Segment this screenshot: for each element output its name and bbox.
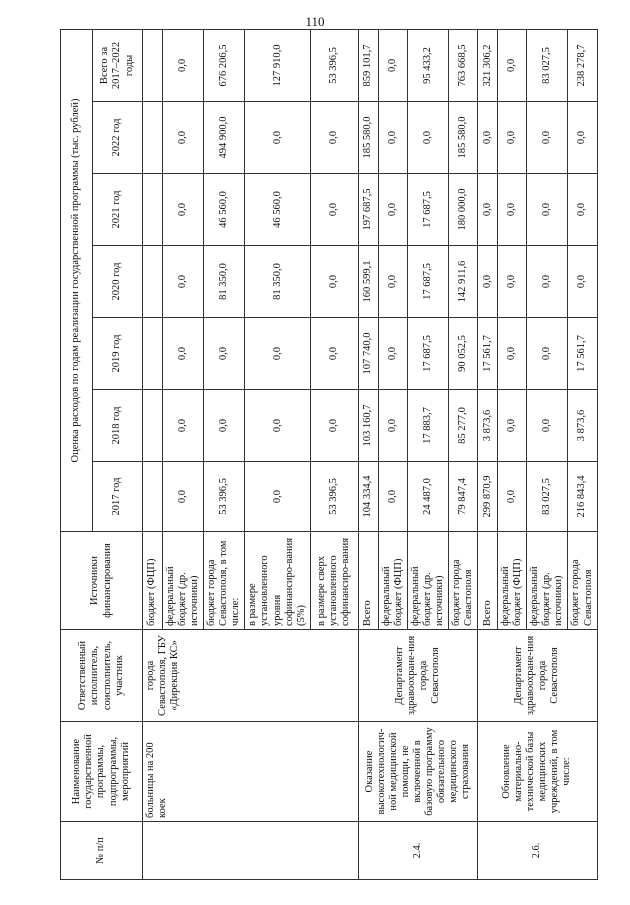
cell-source: в размере установленного уровня софинансиро-вания (5%) xyxy=(245,532,310,630)
cell-value: 83 027,5 xyxy=(527,462,568,532)
cell-value: 676 206,5 xyxy=(204,29,245,101)
cell-value: 0,0 xyxy=(245,102,310,174)
cell-value: 494 900,0 xyxy=(204,102,245,174)
cell-value: 321 306,2 xyxy=(478,29,498,101)
cell-value: 0,0 xyxy=(478,102,498,174)
header-executor: Ответственный исполнитель, соисполнитель, участник xyxy=(61,630,143,722)
cell-value: 859 101,7 xyxy=(358,29,378,101)
cell-value: 0,0 xyxy=(378,29,407,101)
cell-value: 0,0 xyxy=(498,29,527,101)
cell-value: 127 910,0 xyxy=(245,29,310,101)
cell-value: 17 687,5 xyxy=(407,318,448,390)
cell-value: 0,0 xyxy=(245,390,310,462)
cell-value: 0,0 xyxy=(527,174,568,246)
cell-source: федеральный бюджет (др. источники) xyxy=(527,532,568,630)
cell-value: 85 277,0 xyxy=(449,390,478,462)
cell-source: федеральный бюджет (ФЦП) xyxy=(498,532,527,630)
cell-value xyxy=(143,318,163,390)
cell-value: 17 883,7 xyxy=(407,390,448,462)
cell-value: 763 668,5 xyxy=(449,29,478,101)
cell-value: 17 561,7 xyxy=(568,318,597,390)
cell-value: 0,0 xyxy=(498,246,527,318)
cell-value: 0,0 xyxy=(498,462,527,532)
cell-value: 0,0 xyxy=(310,390,358,462)
cell-value: 3 873,6 xyxy=(568,390,597,462)
header-year: 2018 год xyxy=(93,390,143,462)
cell-value: 0,0 xyxy=(378,318,407,390)
cell-value: 81 350,0 xyxy=(245,246,310,318)
cell-value xyxy=(143,102,163,174)
cell-source: федеральный бюджет (др. источники) xyxy=(163,532,204,630)
cell-value: 0,0 xyxy=(310,246,358,318)
cell-value: 79 847,4 xyxy=(449,462,478,532)
cell-value xyxy=(143,174,163,246)
cell-value: 46 560,0 xyxy=(204,174,245,246)
header-total: Всего за 2017–2022 годы xyxy=(93,29,143,101)
cell-value: 3 873,6 xyxy=(478,390,498,462)
cell-source: бюджет города Севастополя xyxy=(568,532,597,630)
cell-value: 0,0 xyxy=(478,174,498,246)
cell-value: 197 687,5 xyxy=(358,174,378,246)
cell-value: 0,0 xyxy=(163,174,204,246)
header-year: 2022 год xyxy=(93,102,143,174)
cell-value: 0,0 xyxy=(245,462,310,532)
cell-source: Всего xyxy=(358,532,378,630)
cell-source: бюджет города Севастополя, в том числе: xyxy=(204,532,245,630)
cell-value: 90 052,5 xyxy=(449,318,478,390)
cell-value: 0,0 xyxy=(310,102,358,174)
cell-executor: Департамент здравоохране-ния города Севастополя xyxy=(478,630,597,722)
cell-value: 0,0 xyxy=(204,390,245,462)
header-num: № п/п xyxy=(61,822,143,880)
cell-value: 104 334,4 xyxy=(358,462,378,532)
cell-value: 0,0 xyxy=(498,390,527,462)
header-year: 2020 год xyxy=(93,246,143,318)
cell-value: 0,0 xyxy=(310,318,358,390)
cell-value: 0,0 xyxy=(478,246,498,318)
cell-value: 0,0 xyxy=(163,390,204,462)
cell-value: 46 560,0 xyxy=(245,174,310,246)
cell-num: 2.4. xyxy=(358,822,477,880)
cell-value: 17 687,5 xyxy=(407,246,448,318)
cell-value: 24 487,0 xyxy=(407,462,448,532)
cell-value: 0,0 xyxy=(245,318,310,390)
header-name: Наименование государственной программы, подпрограммы, мероприятий xyxy=(61,722,143,822)
cell-value: 0,0 xyxy=(568,246,597,318)
header-estimate: Оценка расходов по годам реализации государственной программы (тыс. рублей) xyxy=(61,29,93,531)
cell-source: бюджет города Севастополя xyxy=(449,532,478,630)
budget-table xyxy=(60,29,598,880)
cell-value: 0,0 xyxy=(163,29,204,101)
cell-value: 0,0 xyxy=(163,246,204,318)
header-year: 2021 год xyxy=(93,174,143,246)
cell-value: 216 843,4 xyxy=(568,462,597,532)
cell-value: 0,0 xyxy=(527,390,568,462)
page-number: 110 xyxy=(305,14,325,29)
cell-value: 0,0 xyxy=(568,174,597,246)
cell-num: 2.6. xyxy=(478,822,597,880)
cell-source: федеральный бюджет (др. источники) xyxy=(407,532,448,630)
cell-value xyxy=(143,246,163,318)
cell-value: 0,0 xyxy=(568,102,597,174)
cell-value: 0,0 xyxy=(378,246,407,318)
cell-value xyxy=(143,390,163,462)
cell-value: 95 433,2 xyxy=(407,29,448,101)
cell-value: 142 911,6 xyxy=(449,246,478,318)
cell-value: 81 350,0 xyxy=(204,246,245,318)
cell-name: Обновление материально-технической базы медицинских учреждений, в том числе: xyxy=(478,722,597,822)
rotated-table-area xyxy=(60,30,594,880)
cell-value xyxy=(143,29,163,101)
table-row xyxy=(143,29,163,879)
cell-source: бюджет (ФЦП) xyxy=(143,532,163,630)
cell-value: 17 687,5 xyxy=(407,174,448,246)
cell-value: 0,0 xyxy=(378,174,407,246)
cell-value: 0,0 xyxy=(378,390,407,462)
cell-value: 53 396,5 xyxy=(310,29,358,101)
cell-value: 0,0 xyxy=(498,102,527,174)
cell-value: 0,0 xyxy=(527,102,568,174)
cell-name: Оказание высокотехнологич-ной медицинской помощи, не включенной в базовую программу обязательного медицинского страхования xyxy=(358,722,477,822)
cell-value: 103 160,7 xyxy=(358,390,378,462)
cell-value: 185 580,0 xyxy=(358,102,378,174)
cell-num xyxy=(143,822,359,880)
cell-executor: города Севастополя, ГБУ «Дирекция КС» xyxy=(143,630,359,722)
cell-value: 53 396,5 xyxy=(310,462,358,532)
cell-value: 17 561,7 xyxy=(478,318,498,390)
cell-value: 238 278,7 xyxy=(568,29,597,101)
rotated-table-wrapper xyxy=(60,30,594,880)
table-row xyxy=(358,29,378,879)
cell-value: 0,0 xyxy=(163,462,204,532)
cell-value: 0,0 xyxy=(163,318,204,390)
cell-value: 53 396,5 xyxy=(204,462,245,532)
cell-value: 0,0 xyxy=(527,318,568,390)
cell-value xyxy=(143,462,163,532)
cell-value: 0,0 xyxy=(498,174,527,246)
cell-source: федеральный бюджет (ФЦП) xyxy=(378,532,407,630)
header-year: 2017 год xyxy=(93,462,143,532)
cell-value: 0,0 xyxy=(498,318,527,390)
cell-value: 107 740,0 xyxy=(358,318,378,390)
cell-value: 0,0 xyxy=(204,318,245,390)
cell-value: 0,0 xyxy=(310,174,358,246)
cell-value: 0,0 xyxy=(527,246,568,318)
cell-value: 185 580,0 xyxy=(449,102,478,174)
cell-value: 0,0 xyxy=(163,102,204,174)
header-year: 2019 год xyxy=(93,318,143,390)
header-source: Источники финансирования xyxy=(61,532,143,630)
cell-value: 299 870,9 xyxy=(478,462,498,532)
cell-name: больницы на 200 коек xyxy=(143,722,359,822)
cell-value: 0,0 xyxy=(407,102,448,174)
table-row xyxy=(478,29,498,879)
cell-value: 83 027,5 xyxy=(527,29,568,101)
cell-source: в размере сверх установленного софинансиро-вания xyxy=(310,532,358,630)
cell-source: Всего xyxy=(478,532,498,630)
cell-value: 180 000,0 xyxy=(449,174,478,246)
cell-value: 0,0 xyxy=(378,102,407,174)
cell-executor: Департамент здравоохране-ния города Севастополя xyxy=(358,630,477,722)
cell-value: 160 599,1 xyxy=(358,246,378,318)
cell-value: 0,0 xyxy=(378,462,407,532)
